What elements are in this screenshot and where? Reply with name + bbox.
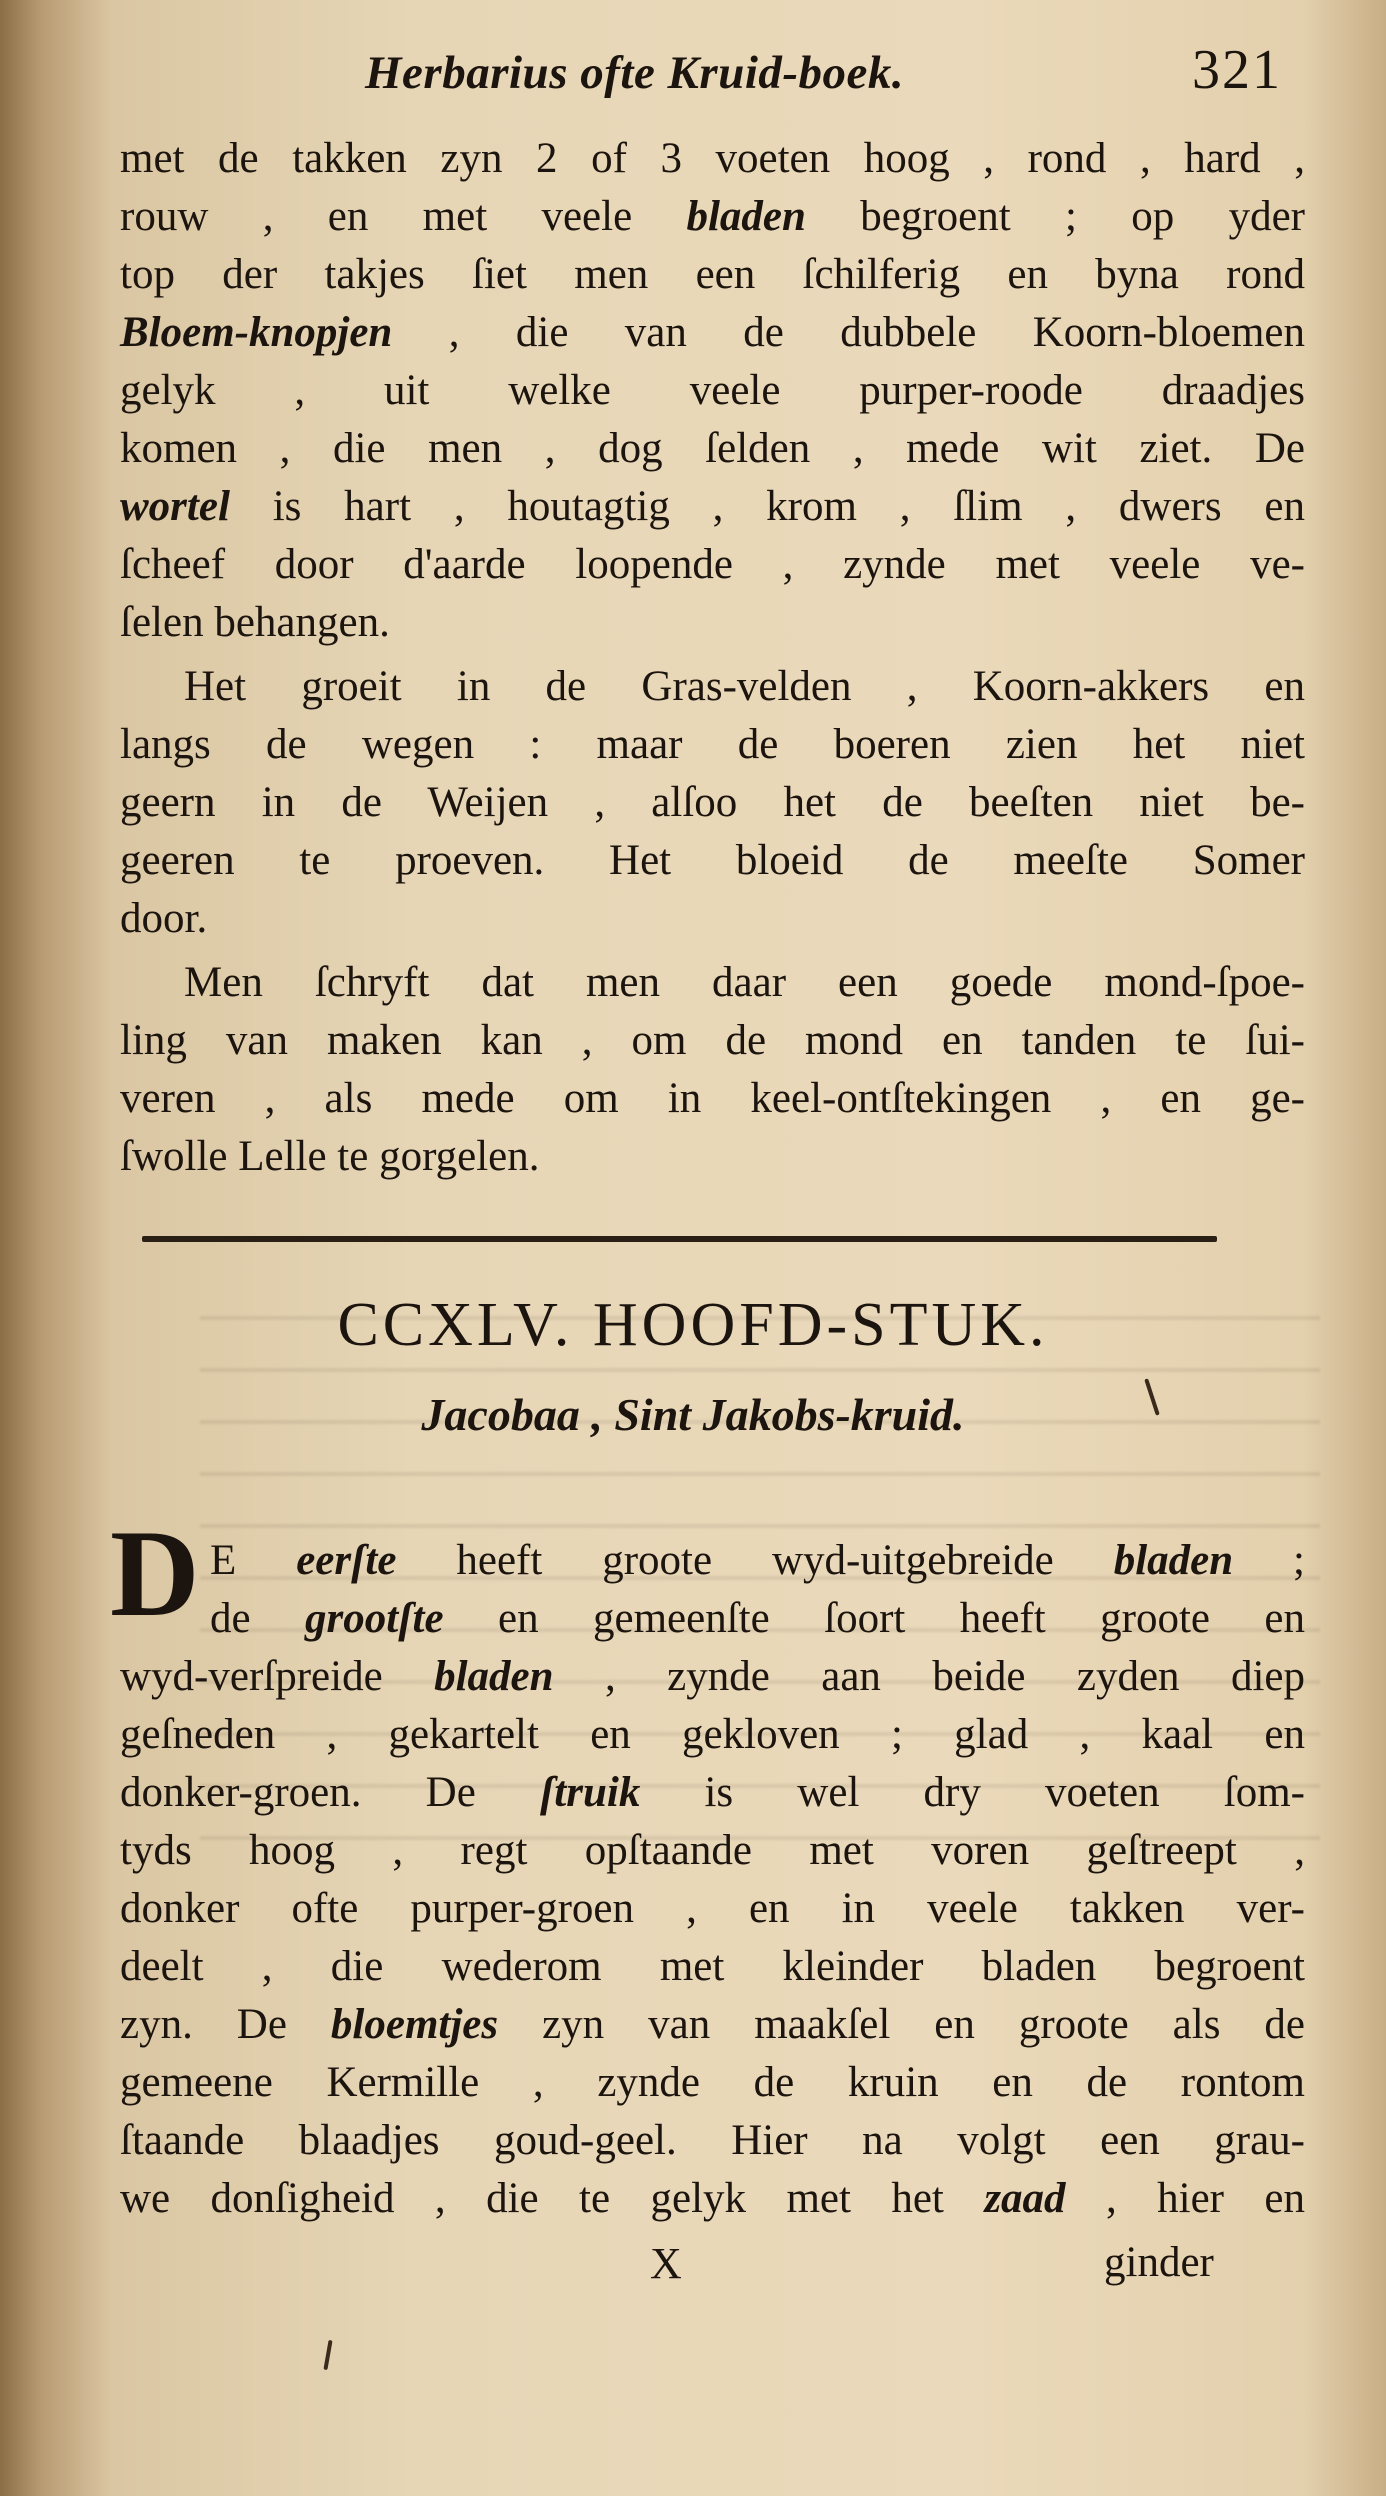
text-line: rouw , en met veele bladen begroent ; op yder xyxy=(120,193,1305,240)
section-divider xyxy=(142,1236,1217,1242)
text-line: tyds hoog , regt opſtaande met voren geſtreept , xyxy=(120,1827,1305,1874)
catchword: ginder xyxy=(1104,2239,1214,2286)
italic-term: wortel xyxy=(120,483,230,530)
text-line: Men ſchryft dat men daar een goede mond-ſpoe- xyxy=(184,959,1305,1006)
text-line: deelt , die wederom met kleinder bladen begroent xyxy=(120,1943,1305,1990)
text-line: langs de wegen : maar de boeren zien het niet xyxy=(120,721,1305,768)
text-line: ling van maken kan , om de mond en tanden te ſui- xyxy=(120,1017,1305,1064)
text-line: komen , die men , dog ſelden , mede wit ziet. De xyxy=(120,425,1305,472)
italic-term: bloemtjes xyxy=(330,2001,499,2048)
text-line: ſwolle Lelle te gorgelen. xyxy=(120,1133,540,1180)
chapter-subtitle: Jacobaa , Sint Jakobs-kruid. xyxy=(421,1389,965,1440)
text-line: donker ofte purper-groen , en in veele takken ver- xyxy=(120,1885,1305,1932)
chapter-title: CCXLV. HOOFD-STUK. xyxy=(337,1291,1049,1359)
italic-term: Bloem-knopjen xyxy=(120,309,393,356)
text-line: donker-groen. De ſtruik is wel dry voeten ſom- xyxy=(120,1769,1305,1816)
italic-term: bladen xyxy=(686,193,806,240)
text-line: gemeene Kermille , zynde de kruin en de rontom xyxy=(120,2059,1305,2106)
text-line: geſneden , gekartelt en gekloven ; glad , kaal en xyxy=(120,1711,1305,1758)
italic-term: bladen xyxy=(1113,1537,1234,1584)
italic-term: eerſte xyxy=(296,1537,397,1584)
text-line: gelyk , uit welke veele purper-roode draadjes xyxy=(120,367,1305,414)
text-line: Bloem-knopjen , die van de dubbele Koorn-bloemen xyxy=(120,309,1305,356)
page-number: 321 xyxy=(1192,39,1282,101)
text-line: ſtaande blaadjes goud-geel. Hier na volgt een grau- xyxy=(120,2117,1305,2164)
signature-mark: X xyxy=(650,2239,682,2288)
italic-term: ſtruik xyxy=(539,1769,641,1816)
text-line: de grootſte en gemeenſte ſoort heeft groote en xyxy=(210,1595,1305,1642)
italic-term: grootſte xyxy=(305,1595,444,1642)
text-line: met de takken zyn 2 of 3 voeten hoog , rond , hard , xyxy=(120,135,1305,182)
running-title: Herbarius ofte Kruid-boek. xyxy=(365,47,905,99)
drop-cap: D xyxy=(110,1505,200,1642)
text-line: we donſigheid , die te gelyk met het zaad , hier en xyxy=(120,2175,1305,2222)
text-line: wortel is hart , houtagtig , krom , ſlim , dwers en xyxy=(120,483,1305,530)
text-line: geeren te proeven. Het bloeid de meeſte Somer xyxy=(120,837,1305,884)
text-line: wyd-verſpreide bladen , zynde aan beide zyden diep xyxy=(120,1653,1305,1700)
page-header xyxy=(0,38,1386,118)
text-line: veren , als mede om in keel-ontſtekingen , en ge- xyxy=(120,1075,1305,1122)
ink-speck xyxy=(323,2340,332,2370)
text-line: geern in de Weijen , alſoo het de beeſten niet be- xyxy=(120,779,1305,826)
text-line: door. xyxy=(120,895,208,942)
text-line: ſelen behangen. xyxy=(120,599,390,646)
text-line: E eerſte heeft groote wyd-uitgebreide bladen ; xyxy=(210,1537,1305,1584)
italic-term: zaad xyxy=(984,2175,1066,2222)
text-line: Het groeit in de Gras-velden , Koorn-akkers en xyxy=(184,663,1305,710)
text-line: ſcheef door d'aarde loopende , zynde met veele ve- xyxy=(120,541,1305,588)
text-line: top der takjes ſiet men een ſchilferig en byna rond xyxy=(120,251,1305,298)
text-line: zyn. De bloemtjes zyn van maakſel en groote als de xyxy=(120,2001,1305,2048)
italic-term: bladen xyxy=(434,1653,554,1700)
